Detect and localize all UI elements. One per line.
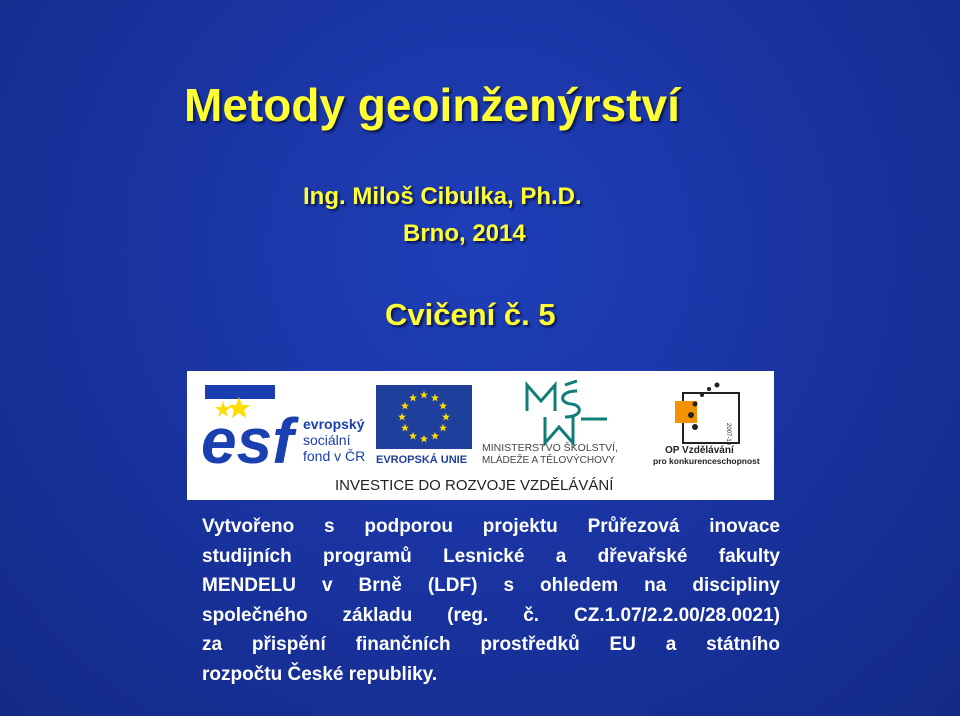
support-line: Vytvořeno s podporou projektu Průřezová inovace (202, 516, 780, 537)
esf-line3: fond v ČR (303, 448, 366, 464)
eu-label: EVROPSKÁ UNIE (376, 454, 468, 466)
support-line: rozpočtu České republiky. (202, 663, 438, 685)
esf-line1: evropský (303, 416, 365, 432)
msmt-line2: MLÁDEŽE A TĚLOVÝCHOVY (482, 455, 616, 466)
support-line: společného základu (reg. č. CZ.1.07/2.2.00/28.0021) (202, 604, 780, 626)
banner-text: INVESTICE DO ROZVOJE VZDĚLÁVÁNÍ (335, 477, 614, 494)
support-line: za přispění finančních prostředků EU a státního (202, 634, 780, 655)
op-year: 2007-13 (725, 423, 731, 446)
esf-line2: sociální (303, 432, 351, 448)
esf-letters: esf (201, 405, 294, 477)
msmt-line1: MINISTERSTVO ŠKOLSTVÍ, (482, 442, 618, 454)
op-line1: OP Vzdělávání (665, 445, 734, 456)
support-line: studijních programů Lesnické a dřevařské fakulty (202, 545, 780, 567)
op-line2: pro konkurenceschopnost (653, 456, 760, 466)
support-paragraph (202, 512, 780, 689)
op-logo (653, 383, 760, 467)
slide-title: Metody geoinženýrství (184, 79, 680, 131)
logo-banner (187, 371, 774, 500)
esf-logo (201, 385, 365, 477)
place-year: Brno, 2014 (403, 220, 526, 247)
eu-logo (376, 385, 472, 466)
exercise-number: Cvičení č. 5 (385, 297, 556, 332)
msmt-logo (482, 381, 618, 466)
author-name: Ing. Miloš Cibulka, Ph.D. (303, 183, 582, 210)
support-line: MENDELU v Brně (LDF) s ohledem na discipliny (202, 575, 780, 596)
